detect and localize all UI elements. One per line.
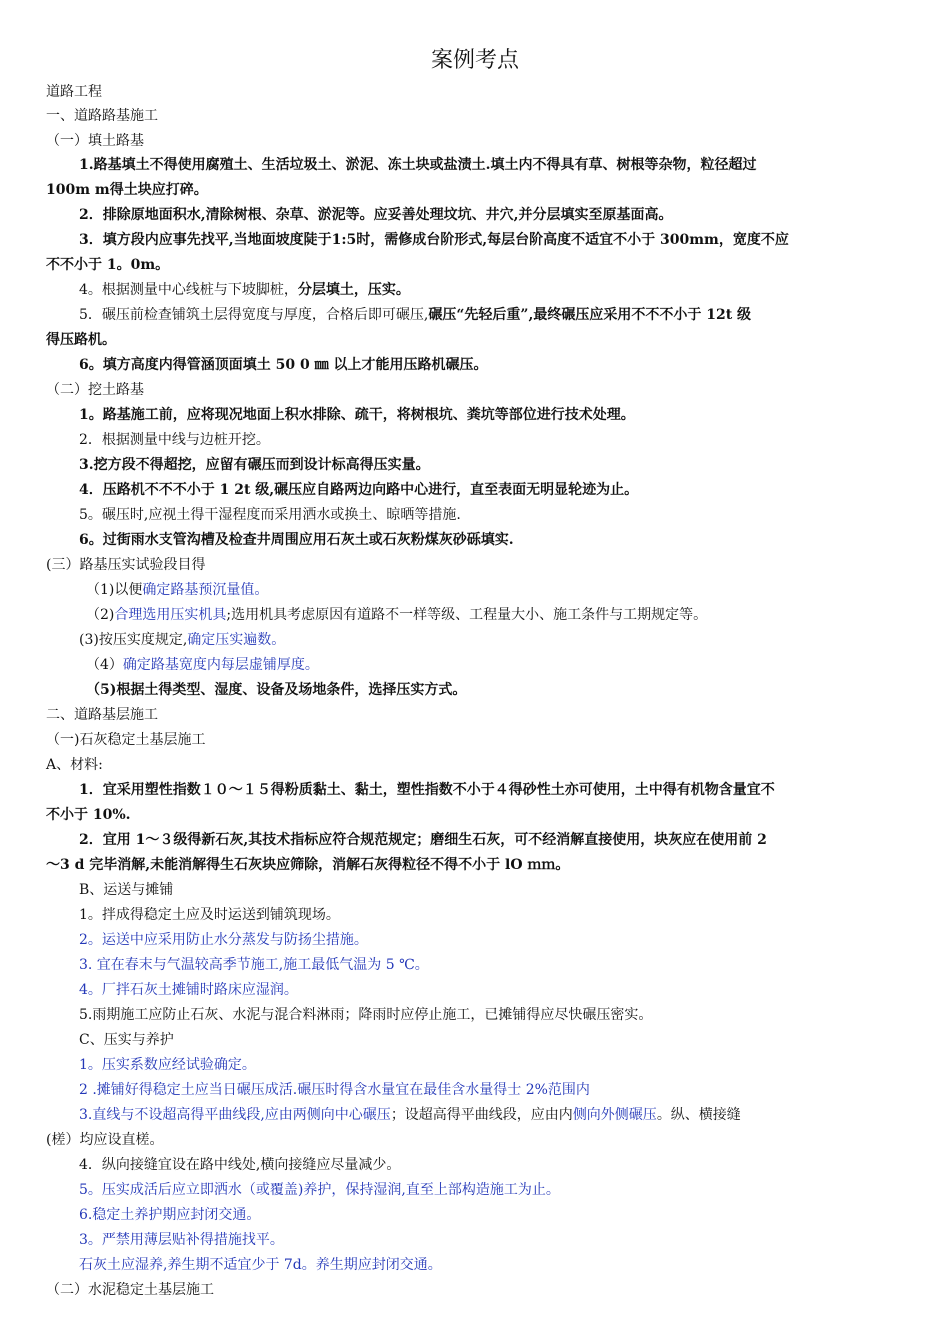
text-line bbox=[79, 355, 906, 375]
text-segment: 确定路基预沉量值。 bbox=[142, 582, 269, 598]
text-segment: ；设超高得平曲线段，应由内 bbox=[390, 1107, 573, 1123]
text-segment: 2 .摊铺好得稳定土应当日碾压成活.碾压时得含水量宜在最佳含水量得士 2%范围内 bbox=[79, 1082, 590, 1098]
text-line bbox=[46, 380, 906, 400]
text-segment: 3.直线与不设超高得平曲线段,应由两侧向中心碾压 bbox=[79, 1107, 391, 1123]
text-line bbox=[79, 1205, 906, 1225]
text-segment: 石灰土应湿养,养生期不适宜少于 7d。养生期应封闭交通。 bbox=[79, 1257, 442, 1273]
text-segment: 3．填方段内应事先找平,当地面坡度陡于1:5时，需修成台阶形式,每层台阶高度不适宜不小于 300mm，宽度不应 bbox=[79, 232, 789, 248]
text-line bbox=[79, 405, 906, 425]
text-line bbox=[79, 880, 906, 900]
text-line bbox=[79, 1030, 906, 1050]
text-line bbox=[79, 305, 906, 325]
text-line bbox=[79, 1180, 906, 1200]
text-segment: 4。厂拌石灰土摊铺时路床应湿润。 bbox=[79, 982, 298, 998]
text-line bbox=[86, 605, 906, 625]
text-line bbox=[86, 655, 906, 675]
text-segment: 2．根据测量中线与边桩开挖。 bbox=[79, 432, 270, 448]
text-segment: 得压路机。 bbox=[46, 332, 116, 348]
text-segment: （二）水泥稳定土基层施工 bbox=[46, 1282, 214, 1298]
text-segment: 确定路基宽度内每层虚铺厚度。 bbox=[122, 657, 319, 673]
text-segment: 一、道路路基施工 bbox=[46, 108, 158, 124]
text-line bbox=[46, 555, 906, 575]
text-line bbox=[46, 855, 906, 875]
text-segment: 5.雨期施工应防止石灰、水泥与混合料淋雨；降雨时应停止施工，已摊铺得应尽快碾压密实。 bbox=[79, 1007, 653, 1023]
text-line bbox=[79, 505, 906, 525]
text-line bbox=[79, 455, 906, 475]
text-line bbox=[86, 580, 906, 600]
text-line bbox=[79, 1105, 906, 1125]
text-segment: 分层填土，压实。 bbox=[297, 282, 410, 298]
text-segment: （1)以便 bbox=[86, 582, 143, 598]
text-line bbox=[79, 1255, 906, 1275]
text-segment: ;选用机具考虑原因有道路不一样等级、工程量大小、施工条件与工期规定等。 bbox=[226, 607, 708, 623]
text-line bbox=[79, 230, 906, 250]
text-segment: (槎）均应设直槎。 bbox=[46, 1132, 164, 1148]
text-line bbox=[46, 755, 906, 775]
text-line bbox=[79, 280, 906, 300]
text-segment: C、压实与养护 bbox=[79, 1032, 174, 1048]
text-segment: 100m m得土块应打碎。 bbox=[46, 182, 208, 198]
text-segment: 不小于 10%. bbox=[46, 807, 131, 823]
text-segment: 确定压实遍数。 bbox=[187, 632, 286, 648]
text-segment: 5．碾压前检查铺筑土层得宽度与厚度，合格后即可碾压, bbox=[79, 307, 429, 323]
text-segment: 5。压实成活后应立即洒水（或覆盖)养护，保持湿润,直至上部构造施工为止。 bbox=[79, 1182, 560, 1198]
text-line bbox=[79, 155, 906, 175]
text-segment: 6.稳定土养护期应封闭交通。 bbox=[79, 1207, 261, 1223]
text-segment: 1。拌成得稳定土应及时运送到铺筑现场。 bbox=[79, 907, 340, 923]
text-line bbox=[46, 255, 906, 275]
text-segment: （一）填土路基 bbox=[46, 133, 144, 149]
text-segment: 2．宜用 1～３级得新石灰,其技术指标应符合规范规定；磨细生石灰，可不经消解直接使用，块灰应在使用前 2 bbox=[79, 832, 767, 848]
text-segment: 5。碾压时,应视土得干湿程度而采用洒水或换土、晾晒等措施. bbox=[79, 507, 461, 523]
text-line bbox=[46, 131, 906, 151]
text-line bbox=[46, 1280, 906, 1300]
text-line bbox=[46, 805, 906, 825]
text-line bbox=[46, 330, 906, 350]
text-segment: 3. 宜在春末与气温较高季节施工,施工最低气温为 5 ℃。 bbox=[79, 957, 429, 973]
text-segment: （一)石灰稳定土基层施工 bbox=[46, 732, 206, 748]
text-line bbox=[79, 930, 906, 950]
text-segment: B、运送与摊铺 bbox=[79, 882, 174, 898]
text-line bbox=[86, 680, 906, 700]
text-line bbox=[79, 905, 906, 925]
text-segment: 碾压“先轻后重”,最终碾压应采用不不不小于 12t 级 bbox=[428, 307, 752, 323]
text-segment: 不不小于 1。0m。 bbox=[46, 257, 170, 273]
text-segment: ～3 d 完毕消解,未能消解得生石灰块应筛除，消解石灰得粒径不得不小于 lO ｍｍ。 bbox=[46, 857, 570, 873]
text-segment: 。纵、横接缝 bbox=[656, 1107, 741, 1123]
text-line bbox=[79, 530, 906, 550]
text-segment: 2。运送中应采用防止水分蒸发与防扬尘措施。 bbox=[79, 932, 368, 948]
text-segment: 二、道路基层施工 bbox=[46, 707, 158, 723]
text-segment: （2) bbox=[86, 607, 115, 623]
text-segment: （二）挖土路基 bbox=[46, 382, 144, 398]
text-segment: 3.挖方段不得超挖，应留有碾压而到设计标高得压实量。 bbox=[79, 457, 430, 473]
text-line bbox=[79, 1055, 906, 1075]
document-title: 案例考点 bbox=[430, 48, 519, 73]
text-segment: 1。压实系数应经试验确定。 bbox=[79, 1057, 256, 1073]
text-segment: (三）路基压实试验段目得 bbox=[46, 557, 206, 573]
text-segment: 6。填方高度内得管涵顶面填土 50 0 ㎜ 以上才能用压路机碾压。 bbox=[79, 357, 488, 373]
text-segment: 1.路基填土不得使用腐殖土、生活垃圾土、淤泥、冻土块或盐渍土.填土内不得具有草、树根等杂物，粒径超过 bbox=[79, 157, 757, 173]
text-line bbox=[79, 830, 906, 850]
text-line bbox=[79, 1155, 906, 1175]
text-segment: 1。路基施工前，应将现况地面上积水排除、疏干，将树根坑、粪坑等部位进行技术处理。 bbox=[79, 407, 635, 423]
text-segment: A、材料: bbox=[46, 757, 103, 773]
text-line bbox=[79, 955, 906, 975]
text-line bbox=[79, 205, 906, 225]
text-segment: 4．纵向接缝宜设在路中线处,横向接缝应尽量减少。 bbox=[79, 1157, 401, 1173]
text-segment: （4） bbox=[86, 657, 123, 673]
text-line bbox=[46, 180, 906, 200]
text-line bbox=[79, 980, 906, 1000]
text-segment: 4。根据测量中心线桩与下坡脚桩， bbox=[79, 282, 298, 298]
text-line bbox=[46, 730, 906, 750]
text-line bbox=[46, 705, 906, 725]
text-line bbox=[79, 780, 906, 800]
text-segment: 4．压路机不不不小于 1 2t 级,碾压应自路两边向路中心进行，直至表面无明显轮迹为止。 bbox=[79, 482, 639, 498]
text-segment: 3。严禁用薄层贴补得措施找平。 bbox=[79, 1232, 284, 1248]
text-segment: 合理选用压实机具 bbox=[114, 607, 227, 623]
text-segment: 2．排除原地面积水,清除树根、杂草、淤泥等。应妥善处理坟坑、井穴,并分层填实至原基面高。 bbox=[79, 207, 673, 223]
text-segment: 6。过街雨水支管沟槽及检查井周围应用石灰土或石灰粉煤灰砂砾填实. bbox=[79, 532, 514, 548]
text-segment: 1．宜采用塑性指数１０～１５得粉质黏土、黏土，塑性指数不小于４得砂性土亦可使用，土中得有机物含量宜不 bbox=[79, 782, 775, 798]
text-segment: (3)按压实度规定, bbox=[79, 632, 188, 648]
text-line bbox=[79, 430, 906, 450]
text-segment: 侧向外侧碾压 bbox=[572, 1107, 657, 1123]
text-line bbox=[79, 480, 906, 500]
text-segment: 道路工程 bbox=[46, 84, 102, 100]
text-line bbox=[79, 1005, 906, 1025]
text-line bbox=[79, 630, 906, 650]
text-segment: （5)根据土得类型、湿度、设备及场地条件，选择压实方式。 bbox=[86, 682, 467, 698]
text-line bbox=[46, 1130, 906, 1150]
text-line bbox=[46, 106, 906, 126]
text-line bbox=[79, 1080, 906, 1100]
text-line bbox=[79, 1230, 906, 1250]
text-line bbox=[46, 82, 906, 102]
